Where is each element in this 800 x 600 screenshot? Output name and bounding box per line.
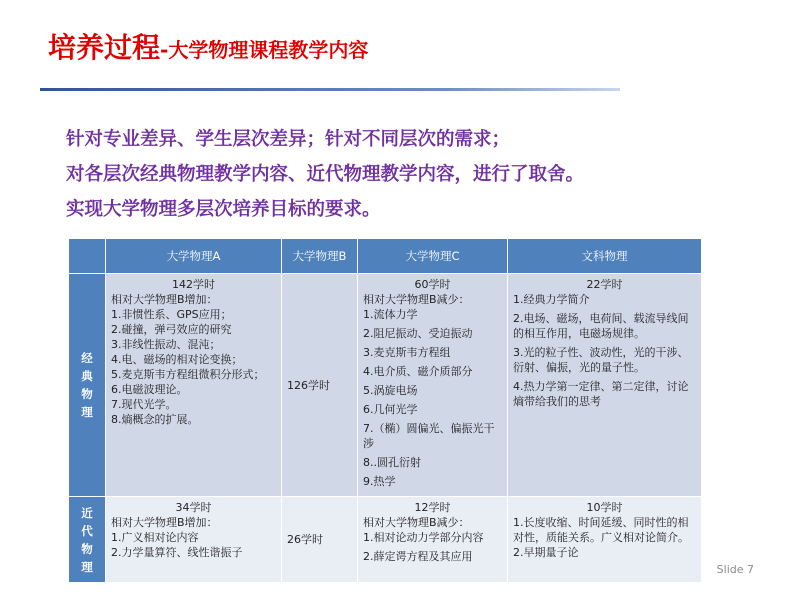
- list-item: 7.现代光学。: [111, 398, 177, 411]
- list-item: 1.广义相对论内容: [111, 531, 199, 544]
- list-item: 8..圆孔衍射: [363, 456, 421, 469]
- title-underline: [40, 88, 620, 91]
- header-liberal-arts-physics: 文科物理: [508, 239, 702, 274]
- cell-intro: 相对大学物理B增加：: [111, 516, 218, 529]
- table-header-row: [69, 239, 702, 274]
- hours: 22学时: [586, 278, 623, 291]
- item-list: [111, 307, 276, 427]
- list-item: 6.电磁波理论。: [111, 383, 188, 396]
- cell-intro: 相对大学物理B增加：: [111, 293, 218, 306]
- intro-text: [66, 122, 584, 227]
- header-physics-a: 大学物理A: [106, 239, 282, 274]
- slide-title: [48, 26, 368, 66]
- list-item: 9.热学: [363, 475, 396, 488]
- title-sub: -大学物理课程教学内容: [160, 38, 369, 62]
- intro-line: 实现大学物理多层次培养目标的要求。: [66, 199, 381, 220]
- intro-line: 对各层次经典物理教学内容、近代物理教学内容，进行了取舍。: [66, 164, 585, 185]
- list-item: 1.相对论动力学部分内容: [363, 531, 484, 544]
- intro-line: 针对专业差异、学生层次差异；针对不同层次的需求；: [66, 129, 511, 150]
- list-item: 2.薛定谔方程及其应用: [363, 550, 473, 563]
- hours: 60学时: [414, 278, 451, 291]
- list-item: 2.电场、磁场，电荷间、载流导线间的相互作用，电磁场规律。: [513, 312, 689, 340]
- row-head-classical: 经 典 物 理: [69, 274, 106, 497]
- item-list: [363, 530, 502, 564]
- cell-modern-d: [508, 497, 702, 583]
- item-list: [513, 292, 696, 409]
- list-item: 5.涡旋电场: [363, 384, 418, 397]
- list-item: 8.熵概念的扩展。: [111, 413, 199, 426]
- list-item: 1.非惯性系、GPS应用；: [111, 308, 232, 321]
- table-row-classical: [69, 274, 702, 497]
- hours: 10学时: [586, 501, 623, 514]
- hours: 34学时: [175, 501, 212, 514]
- list-item: 2.阻尼振动、受迫振动: [363, 327, 473, 340]
- list-item: 2.早期量子论: [513, 546, 579, 559]
- item-list: [513, 515, 696, 560]
- curriculum-table: [68, 238, 702, 583]
- list-item: 3.麦克斯韦方程组: [363, 346, 451, 359]
- cell-classical-a: [106, 274, 282, 497]
- cell-classical-d: [508, 274, 702, 497]
- list-item: 3.非线性振动、混沌；: [111, 338, 221, 351]
- hours: 142学时: [172, 278, 215, 291]
- hours: 26学时: [287, 533, 323, 546]
- cell-intro: 相对大学物理B减少：: [363, 516, 470, 529]
- list-item: 1.经典力学简介: [513, 293, 590, 306]
- item-list: [363, 307, 502, 489]
- item-list: [111, 530, 276, 560]
- list-item: 7.（椭）圆偏光、偏振光干涉: [363, 422, 495, 450]
- list-item: 4.电介质、磁介质部分: [363, 365, 473, 378]
- header-corner: [69, 239, 106, 274]
- cell-intro: 相对大学物理B减少：: [363, 293, 470, 306]
- hours: 12学时: [414, 501, 451, 514]
- row-head-modern: 近 代 物 理: [69, 497, 106, 583]
- cell-classical-b: [282, 274, 358, 497]
- list-item: 1.流体力学: [363, 308, 418, 321]
- header-physics-b: 大学物理B: [282, 239, 358, 274]
- cell-modern-a: [106, 497, 282, 583]
- cell-modern-c: [358, 497, 508, 583]
- list-item: 2.碰撞，弹弓效应的研究: [111, 323, 232, 336]
- hours: 126学时: [287, 378, 330, 392]
- list-item: 1.长度收缩、时间延缓、同时性的相对性，质能关系。广义相对论简介。: [513, 516, 689, 544]
- cell-classical-c: [358, 274, 508, 497]
- list-item: 5.麦克斯韦方程组微积分形式；: [111, 368, 265, 381]
- header-physics-c: 大学物理C: [358, 239, 508, 274]
- cell-modern-b: [282, 497, 358, 583]
- list-item: 2.力学量算符、线性谐振子: [111, 546, 243, 559]
- list-item: 3.光的粒子性、波动性，光的干涉、衍射、偏振，光的量子性。: [513, 346, 689, 374]
- list-item: 4.电、磁场的相对论变换；: [111, 353, 243, 366]
- list-item: 4.热力学第一定律、第二定律，讨论熵带给我们的思考: [513, 380, 689, 408]
- table-row-modern: [69, 497, 702, 583]
- list-item: 6.几何光学: [363, 403, 418, 416]
- slide-number: Slide 7: [716, 563, 754, 576]
- title-main: 培养过程: [48, 31, 161, 64]
